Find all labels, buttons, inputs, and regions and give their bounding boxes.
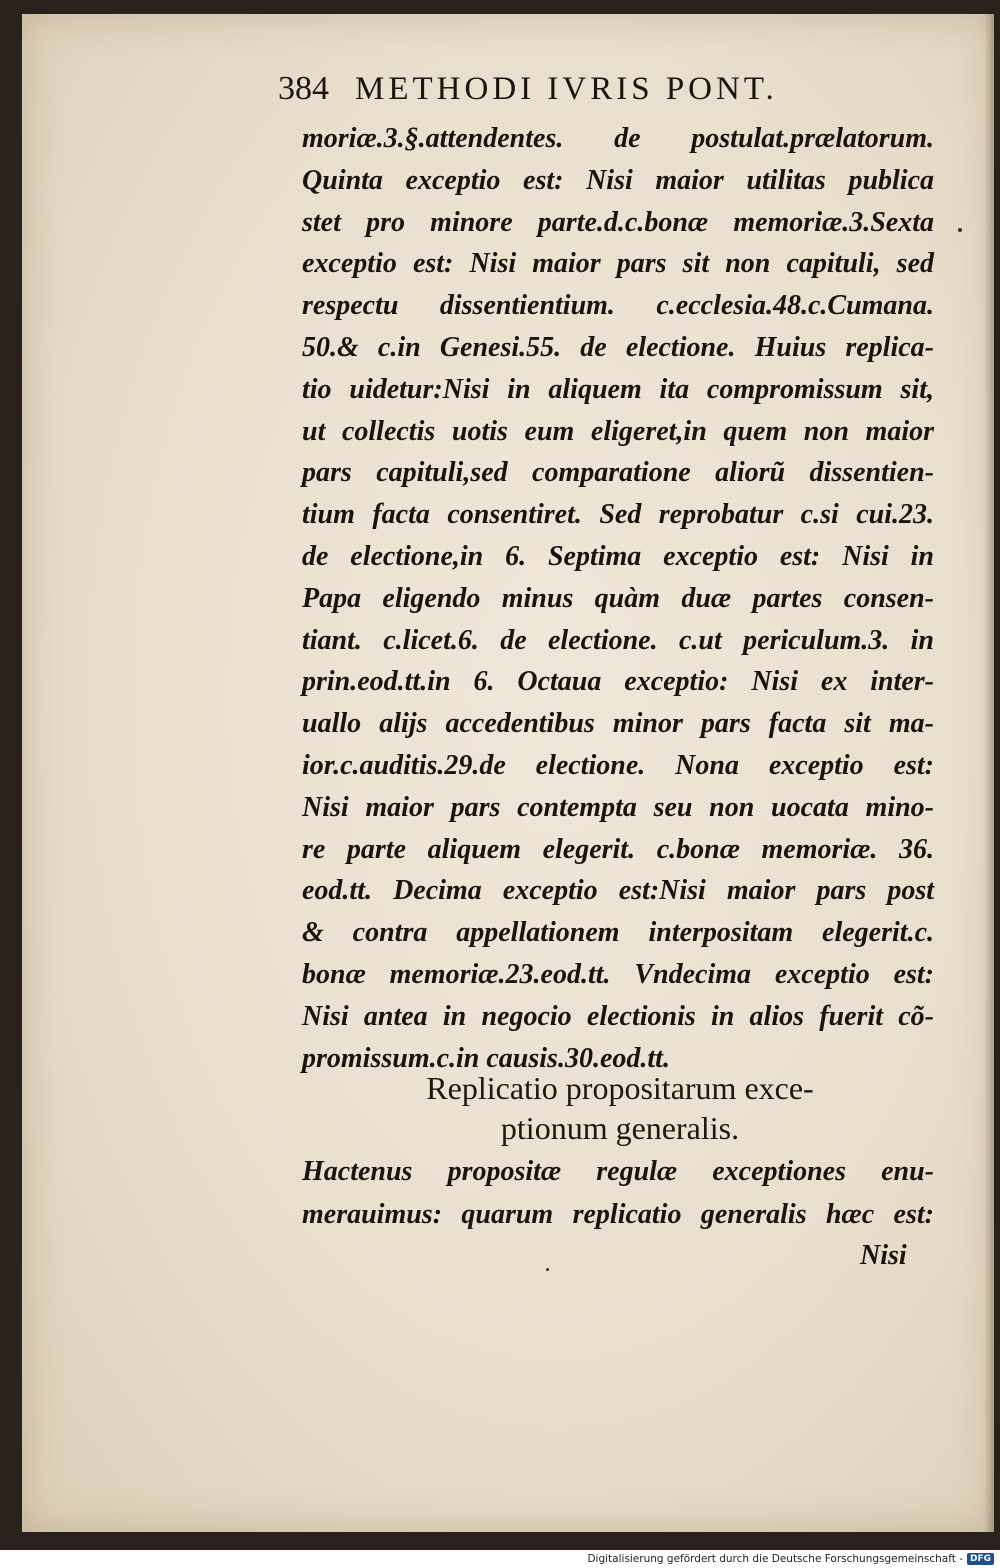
- text-line: ior.c.auditis.29.de electione. Nona exceptio est:: [302, 749, 934, 781]
- text-line: & contra appellationem interpositam elegerit.c.: [302, 917, 934, 949]
- main-paragraph: [302, 118, 934, 1079]
- dfg-logo-icon: DFG: [967, 1553, 994, 1565]
- page-header: [278, 70, 918, 114]
- text-line: 50.& c.in Genesi.55. de electione. Huius replica-: [302, 331, 934, 363]
- text-line: tium facta consentiret. Sed reprobatur c.si cui.23.: [302, 499, 934, 531]
- heading-line: Replicatio propositarum exce-: [426, 1070, 814, 1106]
- text-line: exceptio est: Nisi maior pars sit non capituli, sed: [302, 248, 934, 280]
- text-line: Hactenus propositæ regulæ exceptiones enu-: [302, 1156, 934, 1187]
- section-heading: [300, 1068, 940, 1148]
- text-line: promissum.c.in causis.30.eod.tt.: [302, 1042, 670, 1074]
- text-line: merauimus: quarum replicatio generalis hæc est:: [302, 1199, 934, 1230]
- text-line: ut collectis uotis eum eligeret,in quem non maior: [302, 415, 934, 447]
- text-line: Nisi antea in negocio electionis in alios fuerit cõ-: [302, 1000, 934, 1032]
- text-line: moriæ.3.§.attendentes. de postulat.prælatorum.: [302, 123, 934, 154]
- text-line: de electione,in 6. Septima exceptio est: Nisi in: [302, 540, 934, 572]
- text-line: stet pro minore parte.d.c.bonæ memoriæ.3.Sexta: [302, 206, 934, 238]
- text-line: respectu dissentientium. c.ecclesia.48.c.Cumana.: [302, 290, 934, 322]
- text-line: pars capituli,sed comparatione aliorũ dissentien-: [302, 457, 934, 489]
- digitization-footer: [0, 1550, 1000, 1568]
- text-line: uallo alijs accedentibus minor pars facta sit ma-: [302, 708, 934, 740]
- text-line: tio uidetur:Nisi in aliquem ita compromissum sit,: [302, 373, 934, 405]
- page-edge-shadow: [984, 14, 994, 1532]
- second-paragraph: [302, 1150, 934, 1236]
- ink-speck: [958, 228, 962, 232]
- page-number: 384: [278, 70, 329, 107]
- heading-line: ptionum generalis.: [500, 1110, 740, 1146]
- ink-speck: [546, 1268, 549, 1271]
- text-line: prin.eod.tt.in 6. Octaua exceptio: Nisi ex inter-: [302, 666, 934, 698]
- text-line: Nisi maior pars contempta seu non uocata mino-: [302, 791, 934, 823]
- catchword: Nisi: [860, 1240, 907, 1271]
- text-line: eod.tt. Decima exceptio est:Nisi maior pars post: [302, 875, 934, 907]
- text-line: Papa eligendo minus quàm duæ partes consen-: [302, 582, 934, 614]
- text-line: tiant. c.licet.6. de electione. c.ut periculum.3. in: [302, 624, 934, 656]
- footer-credit: Digitalisierung gefördert durch die Deutsche Forschungsgemeinschaft -: [587, 1553, 963, 1565]
- text-line: re parte aliquem elegerit. c.bonæ memoriæ. 36.: [302, 833, 934, 865]
- running-head: METHODI IVRIS PONT.: [355, 71, 778, 107]
- text-line: Quinta exceptio est: Nisi maior utilitas publica: [302, 164, 934, 196]
- text-line: bonæ memoriæ.23.eod.tt. Vndecima exceptio est:: [302, 958, 934, 990]
